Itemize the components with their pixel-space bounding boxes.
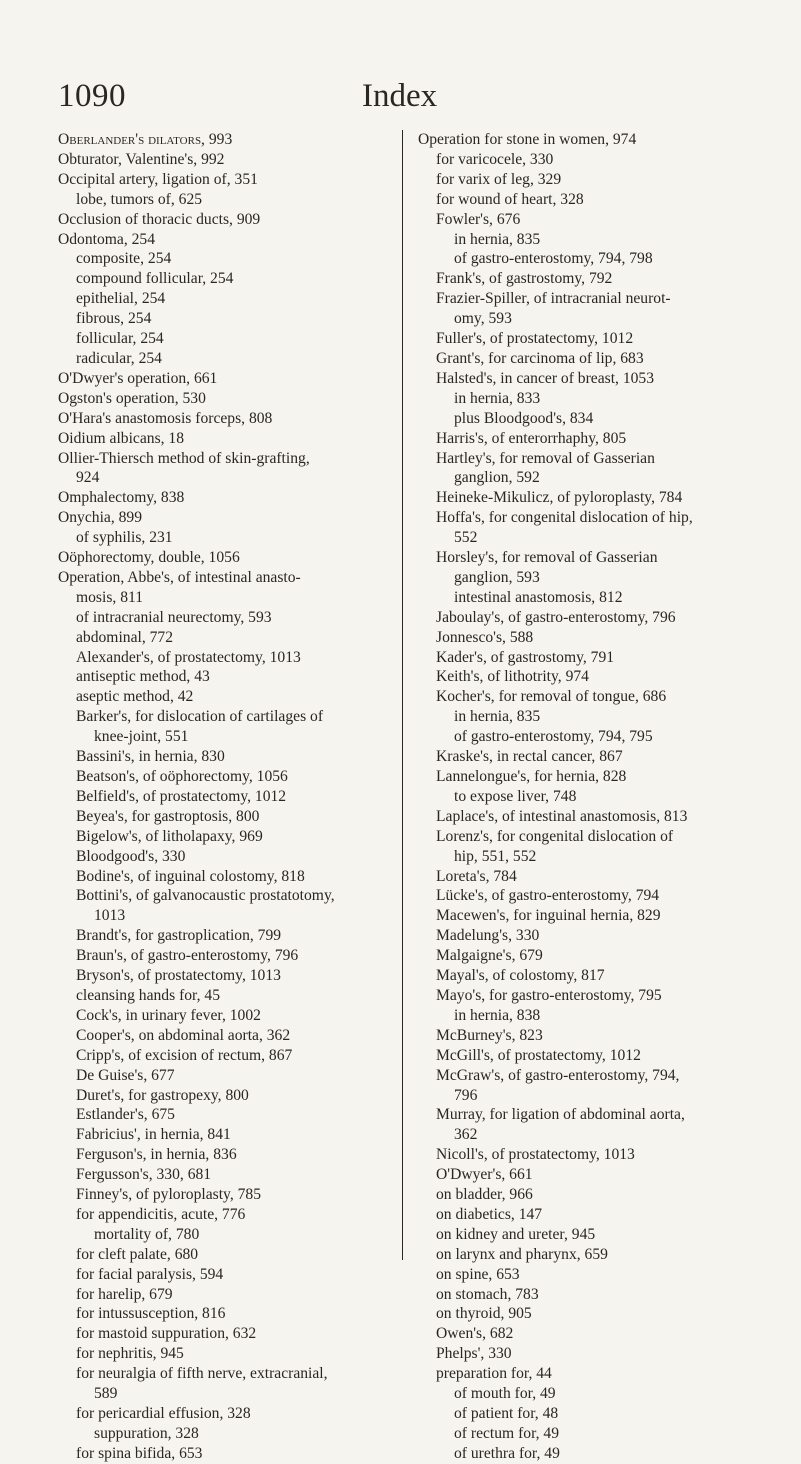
index-entry: 362 [454, 1126, 478, 1144]
index-entry: suppuration, 328 [94, 1424, 199, 1442]
index-entry: radicular, 254 [76, 349, 162, 367]
index-entry: Loreta's, 784 [436, 867, 517, 885]
index-entry: Fabricius', in hernia, 841 [76, 1126, 231, 1144]
index-entry: for mastoid suppuration, 632 [76, 1325, 257, 1343]
index-entry: Malgaigne's, 679 [436, 947, 543, 965]
page-title: Index [362, 78, 438, 114]
index-entry: antiseptic method, 43 [76, 668, 210, 686]
index-entry: for spina bifida, 653 [76, 1444, 203, 1462]
index-entry: of rectum for, 49 [454, 1424, 560, 1442]
index-entry: Finney's, of pyloroplasty, 785 [76, 1186, 262, 1204]
index-entry: epithelial, 254 [76, 290, 166, 308]
index-entry: Beatson's, of oöphorectomy, 1056 [76, 768, 288, 785]
index-entry: in hernia, 838 [454, 1006, 541, 1024]
index-entry: 589 [94, 1385, 118, 1403]
index-entry: Bigelow's, of litholapaxy, 969 [76, 827, 263, 845]
index-column-left [58, 130, 393, 1464]
index-entry: 924 [76, 469, 100, 487]
column-divider [402, 130, 403, 1260]
index-entry: Omphalectomy, 838 [58, 489, 185, 507]
index-entry: for harelip, 679 [76, 1285, 173, 1303]
index-entry: Bloodgood's, 330 [76, 847, 186, 865]
index-entry: Kader's, of gastrostomy, 791 [436, 648, 615, 666]
index-entry: mosis, 811 [76, 588, 144, 606]
index-entry: Braun's, of gastro-enterostomy, 796 [76, 947, 299, 965]
index-entry: Operation, Abbe's, of intestinal anasto- [58, 568, 301, 586]
index-entry: follicular, 254 [76, 330, 164, 348]
index-entry: Mayal's, of colostomy, 817 [436, 967, 605, 985]
index-entry: on kidney and ureter, 945 [436, 1225, 596, 1243]
index-entry: hip, 551, 552 [454, 847, 537, 865]
index-entry: Belfield's, of prostatectomy, 1012 [76, 787, 287, 805]
index-entry: O'Dwyer's, 661 [436, 1166, 533, 1184]
index-entry: composite, 254 [76, 250, 172, 268]
index-entry: 1013 [94, 907, 126, 925]
index-entry: for facial paralysis, 594 [76, 1265, 224, 1283]
index-entry: Estlander's, 675 [76, 1106, 175, 1124]
index-entry: Fowler's, 676 [436, 210, 521, 228]
index-entry: Halsted's, in cancer of breast, 1053 [436, 369, 655, 387]
index-entry: Duret's, for gastropexy, 800 [76, 1086, 249, 1104]
index-entry: Oberlander's dilators, 993 [58, 131, 233, 148]
index-entry: Heineke-Mikulicz, of pyloroplasty, 784 [436, 489, 683, 507]
index-entry: plus Bloodgood's, 834 [454, 409, 594, 427]
index-entry: Bottini's, of galvanocaustic prostatotomy, [76, 887, 335, 905]
index-entry: omy, 593 [454, 310, 512, 328]
index-entry: in hernia, 833 [454, 389, 541, 407]
index-entry: Grant's, for carcinoma of lip, 683 [436, 349, 644, 367]
index-entry: of patient for, 48 [454, 1405, 559, 1422]
index-entry: for varicocele, 330 [436, 150, 554, 168]
index-entry: 796 [454, 1086, 478, 1104]
index-entry: on larynx and pharynx, 659 [436, 1245, 608, 1263]
index-entry: O'Dwyer's operation, 661 [58, 369, 218, 387]
index-entry: Nicoll's, of prostatectomy, 1013 [436, 1146, 635, 1164]
index-entry: of intracranial neurectomy, 593 [76, 608, 272, 626]
index-entry: Kocher's, for removal of tongue, 686 [436, 688, 667, 706]
index-entry: Frank's, of gastrostomy, 792 [436, 270, 613, 288]
index-entry: for varix of leg, 329 [436, 170, 562, 188]
index-entry: Lücke's, of gastro-enterostomy, 794 [436, 887, 660, 905]
index-entry: Odontoma, 254 [58, 230, 156, 248]
index-entry: of syphilis, 231 [76, 529, 173, 547]
index-entry: Ollier-Thiersch method of skin-grafting, [58, 449, 310, 467]
index-entry: abdominal, 772 [76, 628, 174, 646]
index-entry: 552 [454, 529, 478, 547]
index-entry: on spine, 653 [436, 1265, 520, 1283]
index-entry: cleansing hands for, 45 [76, 986, 221, 1004]
index-entry: Brandt's, for gastroplication, 799 [76, 927, 282, 945]
index-entry: Occipital artery, ligation of, 351 [58, 170, 258, 188]
index-entry: preparation for, 44 [436, 1365, 552, 1383]
index-entry: Hoffa's, for congenital dislocation of hip, [436, 509, 693, 527]
index-entry: Bodine's, of inguinal colostomy, 818 [76, 867, 305, 885]
index-entry: for cleft palate, 680 [76, 1245, 199, 1263]
index-entry: Lorenz's, for congenital dislocation of [436, 827, 674, 845]
index-entry: lobe, tumors of, 625 [76, 190, 203, 208]
index-entry: Fuller's, of prostatectomy, 1012 [436, 330, 634, 348]
index-entry: on thyroid, 905 [436, 1305, 532, 1323]
page-header [0, 78, 801, 118]
index-entry: Cooper's, on abdominal aorta, 362 [76, 1026, 291, 1044]
index-entry: in hernia, 835 [454, 708, 541, 726]
index-entry: Phelps', 330 [436, 1345, 512, 1363]
index-entry: Mayo's, for gastro-enterostomy, 795 [436, 986, 662, 1004]
index-entry: De Guise's, 677 [76, 1066, 175, 1084]
index-entry: Laplace's, of intestinal anastomosis, 813 [436, 807, 688, 825]
index-entry: aseptic method, 42 [76, 688, 194, 706]
index-entry: of mouth for, 49 [454, 1385, 556, 1403]
index-entry: Cock's, in urinary fever, 1002 [76, 1006, 261, 1024]
index-entry: compound follicular, 254 [76, 270, 234, 288]
index-entry: Operation for stone in women, 974 [418, 131, 637, 148]
index-entry: in hernia, 835 [454, 230, 541, 248]
index-entry: Beyea's, for gastroptosis, 800 [76, 807, 260, 825]
index-entry: Hartley's, for removal of Gasserian [436, 449, 655, 467]
index-entry: to expose liver, 748 [454, 787, 577, 805]
index-entry: Fergusson's, 330, 681 [76, 1166, 212, 1184]
index-entry: mortality of, 780 [94, 1225, 200, 1243]
index-entry: ganglion, 592 [454, 469, 540, 487]
index-entry: of urethra for, 49 [454, 1444, 560, 1462]
index-entry: McGraw's, of gastro-enterostomy, 794, [436, 1066, 680, 1084]
index-column-right [418, 130, 756, 1464]
index-entry: on stomach, 783 [436, 1285, 539, 1303]
index-entry: Obturator, Valentine's, 992 [58, 150, 225, 168]
index-entry: Jaboulay's, of gastro-enterostomy, 796 [436, 608, 676, 626]
index-entry: Barker's, for dislocation of cartilages of [76, 708, 324, 726]
index-entry: Occlusion of thoracic ducts, 909 [58, 210, 261, 228]
index-entry: Ferguson's, in hernia, 836 [76, 1146, 237, 1164]
index-entry: fibrous, 254 [76, 310, 152, 328]
index-entry: of gastro-enterostomy, 794, 795 [454, 728, 653, 746]
index-entry: on diabetics, 147 [436, 1205, 543, 1223]
index-entry: for appendicitis, acute, 776 [76, 1205, 246, 1223]
index-entry: McGill's, of prostatectomy, 1012 [436, 1046, 641, 1064]
index-entry: Horsley's, for removal of Gasserian [436, 549, 658, 567]
index-entry: knee-joint, 551 [94, 728, 189, 746]
index-entry: Frazier-Spiller, of intracranial neurot- [436, 290, 671, 308]
index-entry: Owen's, 682 [436, 1325, 514, 1343]
index-entry: O'Hara's anastomosis forceps, 808 [58, 409, 273, 427]
index-entry: Oidium albicans, 18 [58, 429, 185, 447]
index-entry: on bladder, 966 [436, 1186, 533, 1204]
index-entry: Cripp's, of excision of rectum, 867 [76, 1046, 293, 1064]
index-entry: Keith's, of lithotrity, 974 [436, 668, 589, 686]
index-entry: Bryson's, of prostatectomy, 1013 [76, 967, 281, 985]
index-entry: Madelung's, 330 [436, 927, 540, 945]
index-entry: for intussusception, 816 [76, 1305, 226, 1323]
index-entry: Macewen's, for inguinal hernia, 829 [436, 907, 661, 925]
index-entry: for pericardial effusion, 328 [76, 1405, 251, 1422]
index-entry: Jonnesco's, 588 [436, 628, 534, 646]
page-number: 1090 [58, 78, 126, 114]
index-entry: of gastro-enterostomy, 794, 798 [454, 250, 653, 268]
index-entry: Murray, for ligation of abdominal aorta, [436, 1106, 685, 1124]
index-entry: Ogston's operation, 530 [58, 389, 206, 407]
index-entry: Oöphorectomy, double, 1056 [58, 549, 240, 567]
index-entry: Alexander's, of prostatectomy, 1013 [76, 648, 301, 666]
index-entry: Harris's, of enterorrhaphy, 805 [436, 429, 627, 447]
index-entry: McBurney's, 823 [436, 1026, 543, 1044]
index-entry: for neuralgia of fifth nerve, extracranial, [76, 1365, 328, 1383]
index-entry: Lannelongue's, for hernia, 828 [436, 768, 627, 785]
index-entry: intestinal anastomosis, 812 [454, 588, 623, 606]
index-entry: Kraske's, in rectal cancer, 867 [436, 748, 623, 766]
index-entry: Onychia, 899 [58, 509, 143, 527]
index-entry: Bassini's, in hernia, 830 [76, 748, 225, 766]
index-entry: ganglion, 593 [454, 568, 540, 586]
index-entry: for wound of heart, 328 [436, 190, 584, 208]
index-entry: for nephritis, 945 [76, 1345, 184, 1363]
